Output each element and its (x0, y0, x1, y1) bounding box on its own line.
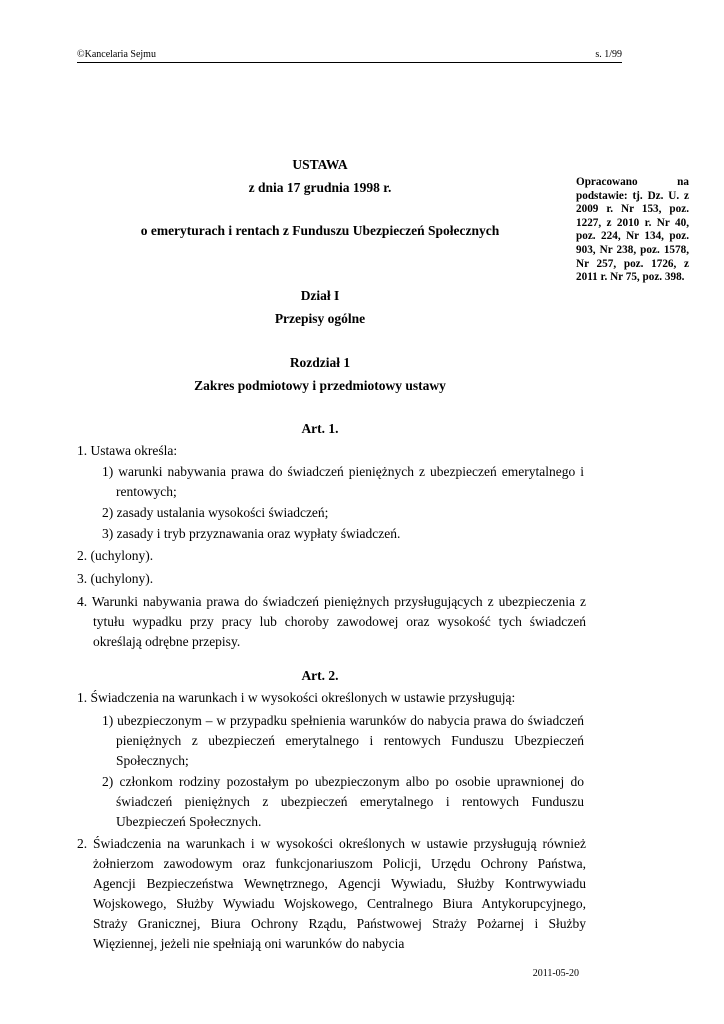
art1-paragraph-4: 4. Warunki nabywania prawa do świadczeń pieniężnych przysługujących z ubezpieczenia z tytułu wypadku przy pracy lub choroby zawodowej oraz wysokość tych świadczeń określają odrębne przepisy. (77, 594, 586, 649)
art1-item-1: 1) warunki nabywania prawa do świadczeń pieniężnych z ubezpieczeń emerytalnego i rentowych; (102, 464, 584, 499)
act-type: USTAWA (292, 157, 348, 172)
art2-item-2: 2) członkom rodziny pozostałym po ubezpieczonym albo po osobie uprawnionej do świadczeń pieniężnych z ubezpieczeń emerytalnego i rentowych Funduszu Ubezpieczeń Społecznych. (102, 774, 584, 829)
chapter-title: Rozdział 1 (289, 355, 351, 370)
art1-paragraph-1: 1. Ustawa określa: (77, 443, 178, 458)
article-1-heading: Art. 1. (301, 421, 339, 436)
art1-item-3: 3) zasady i tryb przyznawania oraz wypłaty świadczeń. (102, 526, 401, 541)
page-header (77, 50, 622, 63)
art2-item-1: 1) ubezpieczonym – w przypadku spełnienia warunków do nabycia prawa do świadczeń pieniężnych z ubezpieczeń emerytalnego i rentowych Funduszu Ubezpieczeń Społecznych; (102, 713, 584, 768)
act-title: o emeryturach i rentach z Funduszu Ubezpieczeń Społecznych (140, 223, 500, 238)
source-note: Opracowano na podstawie: tj. Dz. U. z 2009 r. Nr 153, poz. 1227, z 2010 r. Nr 40, poz. 224, Nr 134, poz. 903, Nr 238, poz. 1578, Nr 257, poz. 1726, z 2011 r. Nr 75, poz. 398. (576, 176, 689, 284)
art1-paragraph-2: 2. (uchylony). (77, 548, 154, 563)
art1-item-2: 2) zasady ustalania wysokości świadczeń; (102, 505, 329, 520)
art1-paragraph-3: 3. (uchylony). (77, 571, 154, 586)
chapter-subtitle: Zakres podmiotowy i przedmiotowy ustawy (194, 378, 446, 393)
header-page-number: s. 1/99 (595, 49, 622, 60)
header-publisher: ©Kancelaria Sejmu (77, 49, 156, 60)
article-2-heading: Art. 2. (301, 668, 339, 683)
art2-paragraph-2: 2. Świadczenia na warunkach i w wysokości określonych w ustawie przysługują również żołnierzom zawodowym oraz funkcjonariuszom Policji, Urzędu Ochrony Państwa, Agencji Bezpieczeństwa Wewnętrznego, Agencji Wywiadu, Służby Kontrwywiadu Wojskowego, Służby Wywiadu Wojskowego, Centralnego Biura Antykorupcyjnego, Straży Granicznej, Biura Ochrony Rządu, Państwowej Straży Pożarnej i Służby Więziennej, jeżeli nie spełniają oni warunków do nabycia (77, 836, 586, 951)
act-date: z dnia 17 grudnia 1998 r. (248, 180, 392, 195)
division-title: Dział I (300, 288, 340, 303)
footer-date: 2011-05-20 (532, 968, 579, 979)
art2-paragraph-1: 1. Świadczenia na warunkach i w wysokości określonych w ustawie przysługują: (77, 690, 516, 705)
division-subtitle: Przepisy ogólne (274, 311, 366, 326)
